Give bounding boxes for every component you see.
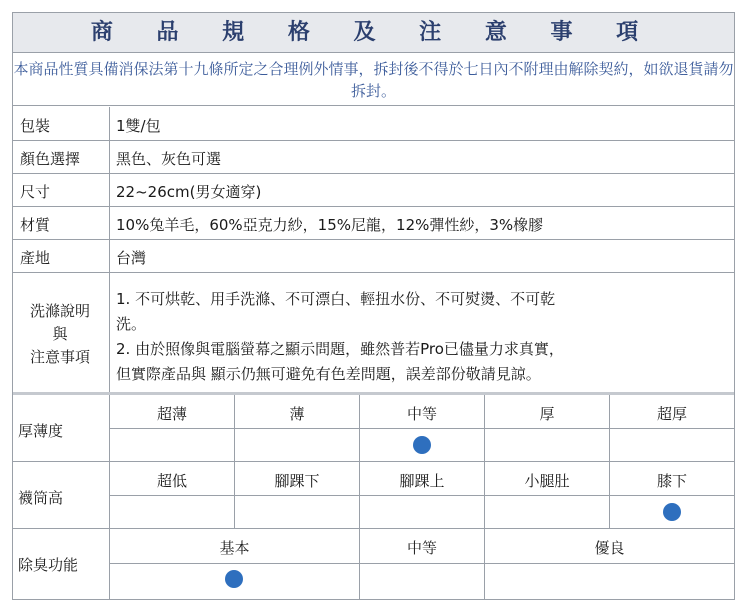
- thickness-option-3: 中等: [406, 405, 437, 423]
- spec-label-material: 材質: [20, 216, 51, 234]
- rating-label-thickness: 厚薄度: [18, 422, 64, 440]
- deodorize-option-3: 優良: [594, 539, 625, 557]
- care-label: 洗滌說明 與 注意事項: [29, 302, 90, 366]
- spec-label-size: 尺寸: [20, 183, 51, 201]
- spec-value-color: 黑色、灰色可選: [116, 150, 222, 168]
- rating-label-cuff-height: 襪筒高: [18, 489, 64, 507]
- thickness-selected-dot: [413, 436, 431, 454]
- spec-value-packaging: 1雙/包: [116, 117, 161, 135]
- cuff-option-3: 腳踝上: [399, 472, 445, 490]
- rating-label-deodorize: 除臭功能: [18, 556, 79, 574]
- return-policy-notice: 本商品性質具備消保法第十九條所定之合理例外情事，拆封後不得於七日內不附理由解除契約，如欲退貨請勿拆封。: [13, 54, 734, 106]
- cuff-option-4: 小腿肚: [524, 472, 570, 490]
- spec-value-size: 22~26cm(男女適穿): [116, 183, 262, 201]
- cuff-option-5: 膝下: [656, 472, 687, 490]
- spec-label-origin: 產地: [20, 249, 51, 267]
- deodorize-selected-dot: [225, 570, 243, 588]
- cuff-option-2: 腳踝下: [274, 472, 320, 490]
- thickness-option-5: 超厚: [656, 405, 687, 423]
- thickness-option-4: 厚: [539, 405, 555, 423]
- thickness-option-1: 超薄: [156, 405, 187, 423]
- deodorize-option-2: 中等: [406, 539, 437, 557]
- deodorize-option-1: 基本: [219, 539, 250, 557]
- cuff-option-1: 超低: [156, 472, 187, 490]
- cuff-selected-dot: [663, 503, 681, 521]
- care-instructions: 1. 不可烘乾、用手洗滌、不可漂白、輕扭水份、不可熨燙、不可乾 洗。 2. 由於照像與電腦螢幕之顯示問題，雖然普若Pro已儘量力求真實， 但實際產品與 顯示仍無可避免有色差問題，誤差部份敬請見諒。: [116, 290, 564, 383]
- spec-value-material: 10%兔羊毛，60%亞克力紗，15%尼龍，12%彈性紗，3%橡膠: [116, 216, 544, 234]
- spec-label-packaging: 包裝: [20, 117, 51, 135]
- spec-label-color: 顏色選擇: [20, 150, 81, 168]
- spec-value-origin: 台灣: [116, 249, 147, 267]
- sheet-title: 商 品 規 格 及 注 意 事 項: [13, 13, 734, 53]
- thickness-option-2: 薄: [289, 405, 305, 423]
